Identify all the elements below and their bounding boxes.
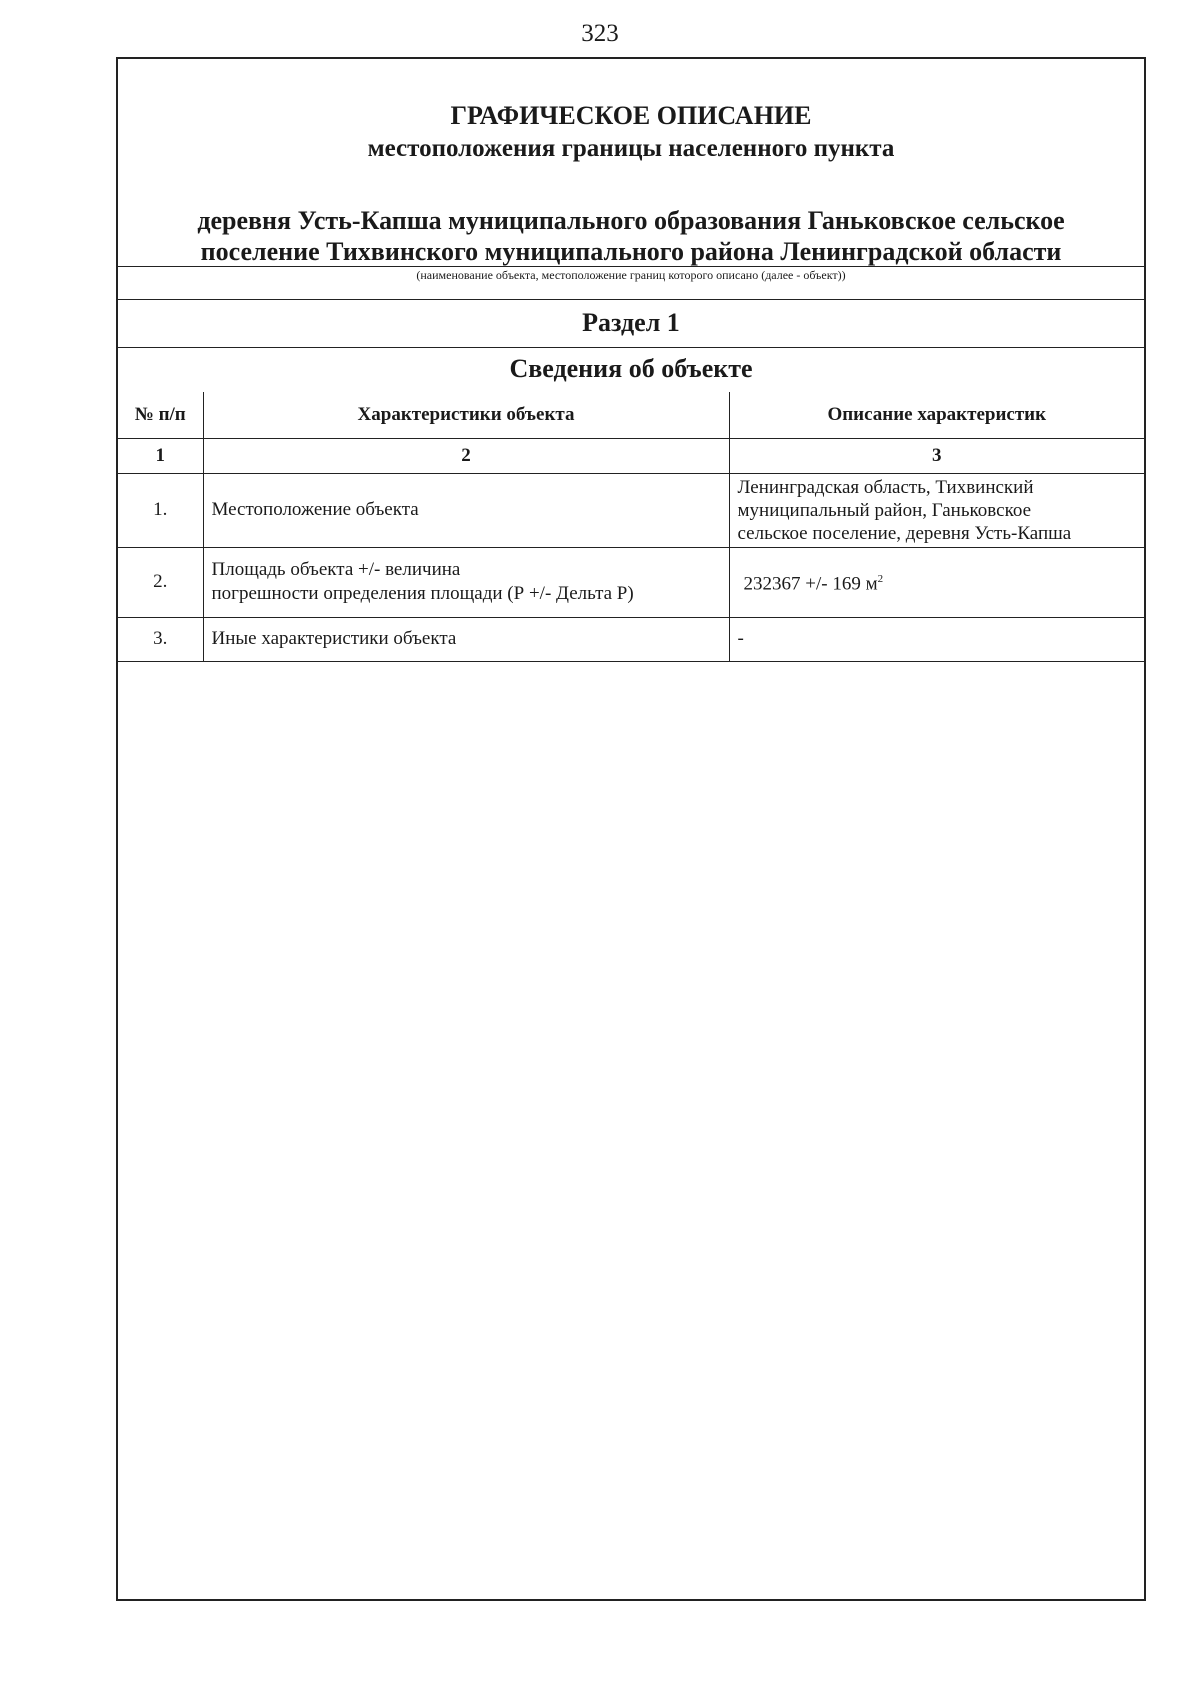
row-description xyxy=(729,617,1144,661)
description-line: сельское поселение, деревня Усть-Капша xyxy=(737,522,1072,544)
object-name-line-1: деревня Усть-Капша муниципального образования Ганьковское сельское xyxy=(197,206,1065,235)
page-number: 323 xyxy=(581,20,619,47)
description-line: муниципальный район, Ганьковское xyxy=(737,499,1031,521)
object-name-underline xyxy=(118,266,1144,267)
row-characteristic xyxy=(203,617,729,661)
section-title: Раздел 1 xyxy=(582,308,680,337)
document-header xyxy=(118,59,1144,267)
row-number: 1. xyxy=(118,473,203,547)
object-name-line-2: поселение Тихвинского муниципального района Ленинградской области xyxy=(200,237,1062,266)
column-number-row xyxy=(118,438,1144,473)
characteristic-line: Площадь объекта +/- величина xyxy=(211,559,461,580)
document-frame xyxy=(116,57,1146,1601)
document-title: ГРАФИЧЕСКОЕ ОПИСАНИЕ xyxy=(450,101,812,130)
table-row xyxy=(118,547,1144,617)
area-unit-exponent: 2 xyxy=(877,573,884,586)
description-line: Ленинградская область, Тихвинский xyxy=(737,476,1034,498)
characteristic-line: Иные характеристики объекта xyxy=(211,628,457,649)
row-number: 2. xyxy=(118,547,203,617)
row-description xyxy=(729,473,1144,547)
header-characteristic: Характеристики объекта xyxy=(203,392,729,438)
caption-divider xyxy=(118,299,1144,300)
column-number-3: 3 xyxy=(729,438,1144,473)
characteristic-line: Местоположение объекта xyxy=(211,499,419,520)
object-name-caption: (наименование объекта, местоположение границ которого описано (далее - объект)) xyxy=(416,268,846,282)
section-subtitle: Сведения об объекте xyxy=(509,354,753,383)
row-characteristic xyxy=(203,547,729,617)
characteristic-line: погрешности определения площади (Р +/- Дельта Р) xyxy=(211,583,634,604)
section-divider xyxy=(118,347,1144,348)
description-line: - xyxy=(737,628,744,649)
row-number: 3. xyxy=(118,617,203,661)
header-number: № п/п xyxy=(118,392,203,438)
table-header-row xyxy=(118,392,1144,438)
header-description: Описание характеристик xyxy=(729,392,1144,438)
column-number-1: 1 xyxy=(118,438,203,473)
row-description xyxy=(729,547,1144,617)
area-value: 232367 +/- 169 м xyxy=(743,573,878,595)
row-characteristic xyxy=(203,473,729,547)
table-row xyxy=(118,473,1144,547)
column-number-2: 2 xyxy=(203,438,729,473)
object-info-table xyxy=(118,392,1144,662)
document-subtitle: местоположения границы населенного пункта xyxy=(367,135,895,162)
object-name xyxy=(138,205,1124,267)
table-row xyxy=(118,617,1144,661)
